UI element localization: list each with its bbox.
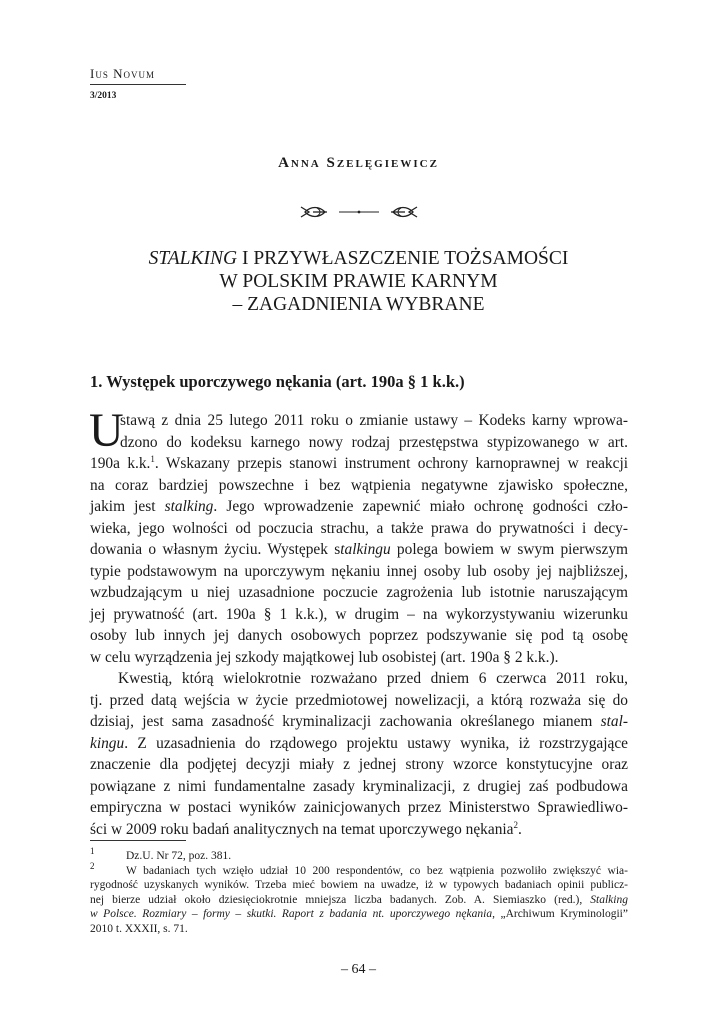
body-line: na coraz bardziej powszechne i bez wątpienia negatywne zjawisko społeczne, <box>90 476 628 494</box>
footnotes <box>90 846 628 936</box>
footnote-2-line: rygodność uzyskanych wyników. Trzeba mieć bowiem na uwadze, iż w typowych badaniach opinii publicz- <box>90 879 628 891</box>
footnote-ref-1[interactable]: 1 <box>150 454 155 464</box>
body-line: dzisiaj, jest sama zasadność kryminalizacji zachowania określanego mianem stal- <box>90 713 628 730</box>
paragraph-2 <box>90 668 628 840</box>
fleuron-ornament-icon <box>0 202 717 222</box>
section-heading: 1. Występek uporczywego nękania (art. 190a § 1 k.k.) <box>90 372 465 391</box>
body-line: 190a k.k.$^1$. Wskazany przepis stanowi instrument ochrony karnoprawnej w reakcji <box>90 454 629 472</box>
drop-cap: U <box>89 404 124 457</box>
footnote-2-line: w Polsce. Rozmiary – formy – skutki. Raport z badania nt. uporczywego nękania, „Archiwum Kryminologii” <box>90 908 628 920</box>
body-line: typie podstawowym na uporczywym nękaniu innej osoby lub osoby jej najbliższej, <box>90 562 628 580</box>
footnote-2-line: nej bierze udział około dziesięciokrotnie mniejsza liczba badanych. Zob. A. Siemiaszko (red.), Stalking <box>90 893 628 906</box>
journal-name: Ius Novum <box>90 66 155 81</box>
body-line: znaczenie dla podjętej decyzji miały z jednej strony wzorce konstytucyjne oraz <box>90 756 628 773</box>
header-rule <box>90 84 186 85</box>
body-line: jakim jest stalking. Jego wprowadzenie zapewnić miało ochronę godności czło- <box>90 498 628 515</box>
body-line: wieka, jego wolności od poczucia strachu, a także prawa do prywatności i decy- <box>90 519 628 537</box>
footnote-2: $^2$ W badaniach tych wzięło udział 10 200 respondentów, co bez wątpienia pozwoliło zwiększyć wia- <box>90 860 628 877</box>
page-number: – 64 – <box>341 962 376 977</box>
title-line-3: – ZAGADNIENIA WYBRANE <box>232 294 485 315</box>
body-line: wzbudzającym u niej uzasadnione poczucie zagrożenia lub istotnie naruszającym <box>90 584 628 601</box>
title-italic-term: STALKING <box>148 248 238 269</box>
title-line-2: W POLSKIM PRAWIE KARNYM <box>219 271 498 292</box>
author-name: Anna Szelęgiewicz <box>278 155 439 171</box>
issue-number: 3/2013 <box>90 91 117 101</box>
footnote-ref-2[interactable]: 2 <box>513 819 519 830</box>
body-line: stawą z dnia 25 lutego 2011 roku o zmianie ustawy – Kodeks karny wprowa- <box>120 412 628 429</box>
body-line: osoby lub innych jej danych osobowych poprzez podszywanie się pod tą osobę <box>90 627 628 644</box>
body-line: empiryczna w postaci wyników zainicjowanych przez Ministerstwo Sprawiedliwo- <box>90 799 628 816</box>
article-body <box>89 404 629 840</box>
body-line: w celu wyrządzenia jej szkody majątkowej lub osobistej (art. 190a § 2 k.k.). <box>90 648 559 666</box>
footnote-2-line: 2010 t. XXXII, s. 71. <box>90 922 188 935</box>
footnote-rule <box>90 840 186 841</box>
body-line: kingu. Z uzasadnienia do rządowego projektu ustawy wynika, iż rozstrzygające <box>90 734 628 752</box>
paragraph-1 <box>89 404 629 668</box>
body-line: dzono do kodeksu karnego nowy rodzaj przestępstwa stypizowanego w art. <box>120 433 628 451</box>
body-line: tj. przed datą wejścia w życie przedmiotowej nowelizacji, a którą rozważa się do <box>90 691 628 709</box>
body-line: jej prywatność (art. 190a § 1 k.k.), w drugim – na wykorzystywaniu wizerunku <box>90 605 628 623</box>
body-line: dowania o własnym życiu. Występek stalkingu polega bowiem w swym pierwszym <box>90 541 628 558</box>
title-line-1: STALKING I PRZYWŁASZCZENIE TOŻSAMOŚCI <box>148 248 569 269</box>
body-line: powiązane z nimi fundamentalne zasady kryminalizacji, z drugiej zaś podbudowa <box>90 777 628 795</box>
body-line: Kwestią, którą wielokrotnie rozważano przed dniem 6 czerwca 2011 roku, <box>118 670 628 687</box>
footnote-1: $^1$ Dz.U. Nr 72, poz. 381. <box>90 846 232 862</box>
body-line: ści w 2009 roku badań analitycznych na temat uporczywego nękania$^2$. <box>90 819 522 838</box>
article-title <box>60 247 657 316</box>
